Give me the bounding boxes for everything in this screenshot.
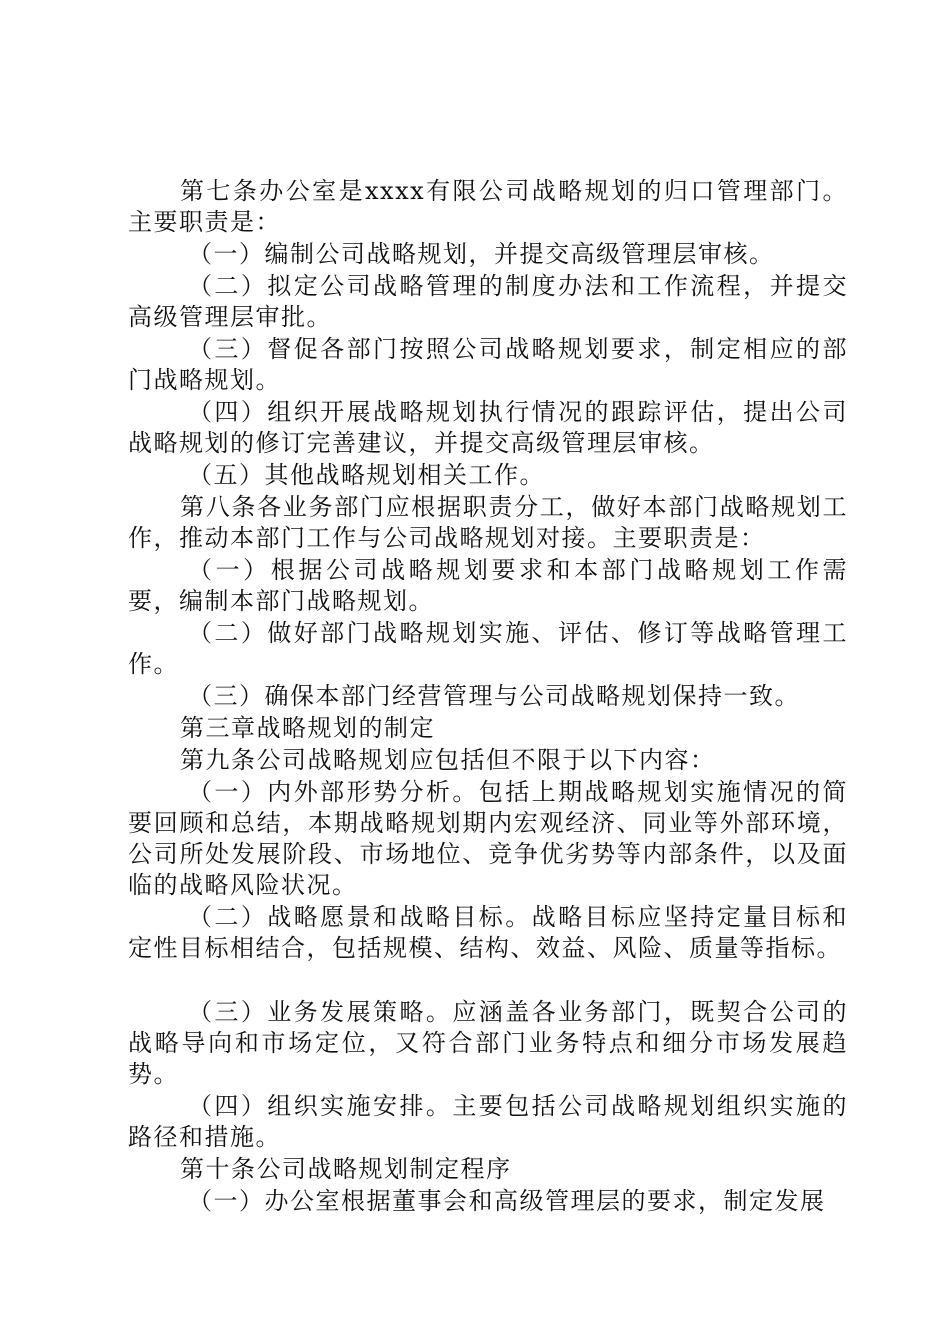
article-9-item-4: （四）组织实施安排。主要包括公司战略规划组织实施的路径和措施。	[128, 1092, 848, 1151]
chapter-3-heading: 第三章战略规划的制定	[180, 714, 435, 742]
article-8-item-3: （三）确保本部门经营管理与公司战略规划保持一致。	[188, 682, 800, 710]
article-9-item-2: （二）战略愿景和战略目标。战略目标应坚持定量目标和定性目标相结合，包括规模、结构、效益、风险、质量等指标。	[128, 903, 848, 962]
article-7-item-3: （三）督促各部门按照公司战略规划要求，制定相应的部门战略规划。	[128, 335, 848, 394]
article-9-item-3: （三）业务发展策略。应涵盖各业务部门，既契合公司的战略导向和市场定位，又符合部门业务特点和细分市场发展趋势。	[128, 998, 848, 1088]
article-9-item-1: （一）内外部形势分析。包括上期战略规划实施情况的简要回顾和总结，本期战略规划期内宏观经济、同业等外部环境，公司所处发展阶段、市场地位、竞争优劣势等内部条件，以及面临的战略风险状况。	[128, 778, 848, 899]
article-10-item-1: （一）办公室根据董事会和高级管理层的要求，制定发展	[188, 1187, 826, 1215]
article-10: 第十条公司战略规划制定程序	[180, 1155, 512, 1183]
article-7: 第七条办公室是xxxx有限公司战略规划的归口管理部门。主要职责是：	[128, 177, 848, 236]
article-8: 第八条各业务部门应根据职责分工，做好本部门战略规划工作，推动本部门工作与公司战略规划对接。主要职责是：	[128, 493, 848, 552]
article-8-item-1: （一）根据公司战略规划要求和本部门战略规划工作需要，编制本部门战略规划。	[128, 556, 848, 615]
article-7-item-1: （一）编制公司战略规划，并提交高级管理层审核。	[188, 240, 775, 268]
document-body	[128, 176, 848, 1218]
article-7-item-4: （四）组织开展战略规划执行情况的跟踪评估，提出公司战略规划的修订完善建议，并提交高级管理层审核。	[128, 398, 848, 457]
article-7-item-5: （五）其他战略规划相关工作。	[188, 461, 545, 489]
article-8-item-2: （二）做好部门战略规划实施、评估、修订等战略管理工作。	[128, 619, 848, 678]
article-7-item-2: （二）拟定公司战略管理的制度办法和工作流程，并提交高级管理层审批。	[128, 272, 848, 331]
article-9: 第九条公司战略规划应包括但不限于以下内容：	[180, 746, 716, 774]
